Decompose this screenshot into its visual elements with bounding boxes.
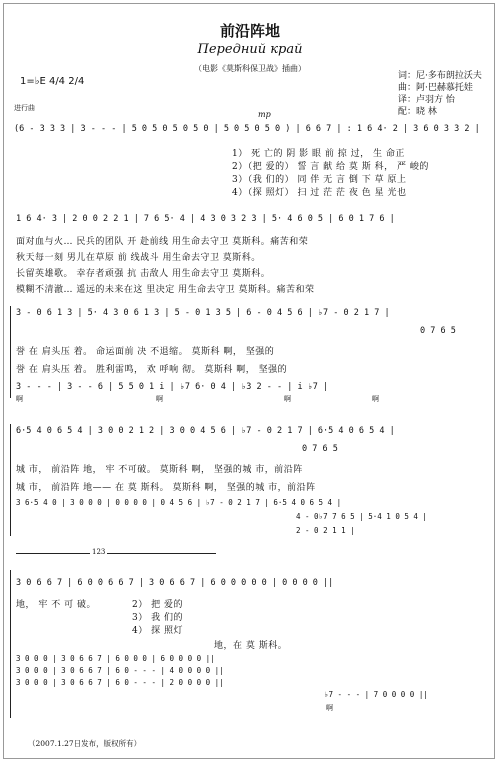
dynamic-marking: mp: [258, 110, 271, 119]
system3-lyrics2: 誉 在 肩头压 着。 胜利雷鸣， 欢 呼响 彻。 莫斯科 啊， 坚强的: [16, 365, 288, 375]
song-source: （电影《莫斯科保卫战》插曲）: [194, 64, 306, 73]
system5-bracket: [10, 570, 11, 718]
system4-bracket: [10, 424, 11, 536]
system1-verse2: 2）（把 爱的） 誓 言 献 给 莫 斯 科， 严 峻的: [232, 162, 429, 172]
song-title: 前沿阵地: [219, 22, 280, 40]
system5-lower2: 3 0 0 0 | 3 0 6 6 7 | 6 0 - - - | 4 0 0 0 0 ||: [16, 666, 224, 675]
credit-music: 曲：阿·巴赫慕托娃: [398, 83, 473, 93]
system5-verse4: 4） 探 照灯: [132, 626, 183, 636]
system1-verse1: 1） 死 亡的 阴 影 眼 前 掠 过， 生 命正: [232, 149, 405, 159]
system5-lyrics-main: 地， 牢 不 可 破。: [16, 600, 96, 610]
section-number: 123: [92, 548, 106, 556]
system1-verse4: 4）（探 照灯） 扫 过 茫 茫 夜 色 星 光也: [232, 188, 407, 198]
system4-lyrics2: 城 市， 前沿阵 地—— 在 莫 斯科。 莫斯科 啊， 坚强的城 市，前沿阵: [16, 483, 316, 493]
section-line: [16, 553, 216, 554]
system5-lower-lyric: 啊: [326, 704, 334, 712]
system2-verse3: 长留英雄歌。 幸存者顽强 抗 击敌人 用生命去守卫 莫斯科。: [16, 269, 271, 279]
system4-lower3: 2 - 0 2 1 1 |: [296, 526, 355, 535]
system4-lower1: 3 6·5 4 0 | 3 0 0 0 | 0 0 0 0 | 0 4 5 6 | ♭7 - 0 2 1 7 | 6·5 4 0 6 5 4 |: [16, 498, 342, 507]
credit-translation: 译：卢羽方 怡: [398, 95, 455, 105]
system4-notes-upper: 6·5 4 0 6 5 4 | 3 0 0 2 1 2 | 3 0 0 4 5 6 | ♭7 - 0 2 1 7 | 6·5 4 0 6 5 4 |: [16, 426, 395, 436]
system1-verse3: 3）（我 们的） 同 伴 无 言 倒 下 草 原上: [232, 175, 407, 185]
system4-notes-upper2: 0 7 6 5: [302, 444, 338, 454]
key-signature: 1=♭E 4/4 2/4: [20, 76, 85, 87]
system3-lower-lyric-b: 啊: [156, 395, 164, 403]
system5-verse2: 2） 把 爱的: [132, 600, 183, 610]
system1-notes: (6 - 3 3 3 | 3 - - - | 5 0 5 0 5 0 5 0 | 5 0 5 0 5 0 ) | 6 6 7 | : 1 6 4· 2 | 3 6 0 3 3 2 |: [14, 124, 480, 134]
tempo-marking: 进行曲: [14, 104, 35, 112]
credit-lyrics: 词：尼·多布朗拉沃夫: [398, 71, 482, 81]
system2-verse4: 模糊不清澈… 遥远的未来在这 里决定 用生命去守卫 莫斯科。痛苦和荣: [16, 285, 315, 295]
system5-notes: 3 0 6 6 7 | 6 0 0 6 6 7 | 3 0 6 6 7 | 6 0 0 0 0 0 | 0 0 0 0 ||: [16, 578, 334, 588]
system2-verse2: 秋天每一刻 男儿在草原 前 线战斗 用生命去守卫 莫斯科。: [16, 253, 261, 263]
system4-lyrics1: 城 市， 前沿阵 地， 牢 不可破。 莫斯科 啊， 坚强的城 市，前沿阵: [16, 465, 303, 475]
system3-lower-lyric-c: 啊: [284, 395, 292, 403]
system3-lower-lyric-a: 啊: [16, 395, 24, 403]
system3-lower-lyric-d: 啊: [372, 395, 380, 403]
credit-arrangement: 配：晓 林: [398, 107, 437, 117]
song-subtitle: Передний край: [197, 42, 303, 57]
system3-notes-upper: 3 - 0 6 1 3 | 5· 4 3 0 6 1 3 | 5 - 0 1 3 5 | 6 - 0 4 5 6 | ♭7 - 0 2 1 7 |: [16, 308, 390, 318]
system2-verse1: 面对血与火… 民兵的团队 开 赴前线 用生命去守卫 莫斯科。痛苦和荣: [16, 237, 309, 247]
system5-lower3: 3 0 0 0 | 3 0 6 6 7 | 6 0 - - - | 2 0 0 0 0 ||: [16, 678, 224, 687]
footer-note: （2007.1.27日发布，版权所有）: [28, 739, 142, 748]
system5-verse3: 3） 我 们的: [132, 613, 183, 623]
system5-lower1: 3 0 0 0 | 3 0 6 6 7 | 6 0 0 0 | 6 0 0 0 0 ||: [16, 654, 215, 663]
credits: [398, 70, 482, 118]
system5-lower4: ♭7 - - - | 7 0 0 0 0 ||: [324, 690, 428, 699]
system4-lower2: 4 - 0♭7 7 6 5 | 5·4 1 0 5 4 |: [296, 512, 427, 521]
system3-notes-upper2: 0 7 6 5: [420, 326, 456, 336]
system5-lyrics-end: 地，在 莫 斯科。: [214, 641, 288, 651]
system2-notes: 1 6 4· 3 | 2 0 0 2 2 1 | 7 6 5· 4 | 4 3 0 3 2 3 | 5· 4 6 0 5 | 6 0 1 7 6 |: [16, 214, 395, 224]
system3-notes-lower: 3 - - - | 3 - - 6 | 5 5 0 1 i | ♭7 6· 0 4 | ♭3 2 - - | i ♭7 |: [16, 382, 329, 392]
system3-lyrics1: 誉 在 肩头压 着。 命运面前 决 不退缩。 莫斯科 啊， 坚强的: [16, 347, 275, 357]
system3-bracket: [10, 306, 11, 398]
